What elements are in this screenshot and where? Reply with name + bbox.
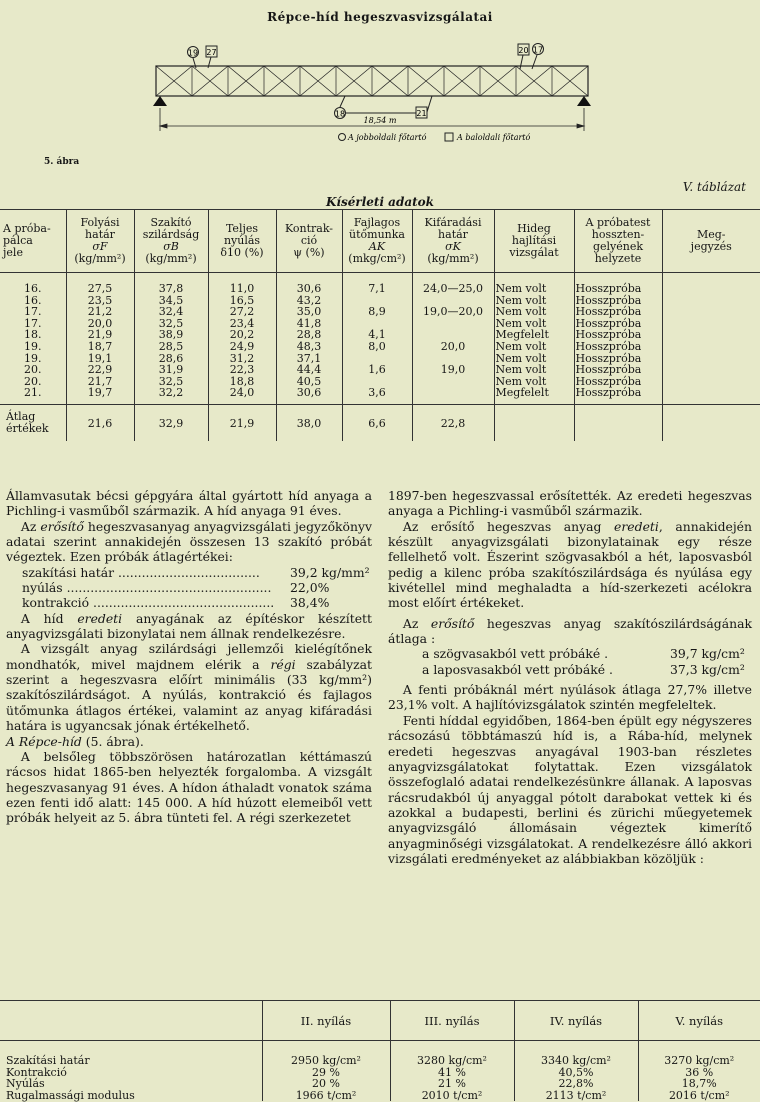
table-cell: 32,5 <box>134 318 208 330</box>
column-header: Kifáradási határ σK (kg/mm²) <box>412 210 494 273</box>
table-cell: 22,9 <box>66 364 134 376</box>
right-text-column <box>388 488 752 866</box>
average-cell: 32,9 <box>134 405 208 442</box>
table-cell: Hosszpróba <box>574 353 662 365</box>
table-cell <box>662 387 760 399</box>
table-cell: 41,8 <box>276 318 342 330</box>
table-cell <box>662 283 760 295</box>
table-cell: 24,9 <box>208 341 276 353</box>
table-cell: 21,9 <box>66 329 134 341</box>
average-values-list <box>6 565 372 611</box>
table-cell: 41 % <box>390 1067 514 1079</box>
table-cell: Hosszpróba <box>574 306 662 318</box>
paragraph: A fenti próbáknál mért nyúlások átlaga 27,7% illetve 23,1% volt. A hajlítóvizsgálatok szintén megfeleltek. <box>388 682 752 713</box>
mark-label: 19 <box>187 48 199 58</box>
table-cell: 17. <box>24 305 42 319</box>
table-cell: 16. <box>24 282 42 295</box>
table-cell: Nem volt <box>494 341 574 353</box>
table-cell <box>662 364 760 376</box>
table-cell: 19,7 <box>66 387 134 399</box>
table-cell: 19,1 <box>66 353 134 365</box>
table-cell: 31,9 <box>134 364 208 376</box>
table-cell <box>412 376 494 388</box>
table-cell <box>412 318 494 330</box>
table-cell: 19,0—20,0 <box>412 306 494 318</box>
average-label: Átlag értékek <box>0 405 66 442</box>
table-cell: Megfelelt <box>494 387 574 399</box>
column-header: II. nyílás <box>262 1001 390 1041</box>
table-cell: 2950 kg/cm² <box>262 1055 390 1067</box>
table-cell: Hosszpróba <box>574 376 662 388</box>
column-header: A próba- pálca jele <box>0 210 66 273</box>
figure-caption: 5. ábra <box>44 157 80 167</box>
table-cell: 36 % <box>638 1067 760 1079</box>
table-cell: Nem volt <box>494 283 574 295</box>
support-right <box>577 96 591 106</box>
table-cell: 20,2 <box>208 329 276 341</box>
value-line: a laposvasakból vett próbáké . 37,3 kg/cm² <box>422 661 745 677</box>
table-cell: 38,9 <box>134 329 208 341</box>
table-cell: Nem volt <box>494 318 574 330</box>
table-row <box>0 1078 760 1090</box>
value-line: szakítási határ .................................... 39,2 kg/mm² <box>22 564 370 580</box>
table-cell: 31,2 <box>208 353 276 365</box>
value-line: a szögvasakból vett próbáké . 39,7 kg/cm² <box>422 646 745 662</box>
column-header: Szakító szilárdság σB (kg/mm²) <box>134 210 208 273</box>
table-cell: Nem volt <box>494 295 574 307</box>
average-cell: 21,9 <box>208 405 276 442</box>
table-cell: 18. <box>24 328 42 342</box>
table-cell: 20,0 <box>66 318 134 330</box>
table-cell: 1966 t/cm² <box>262 1090 390 1102</box>
table-cell: 2113 t/cm² <box>514 1090 638 1102</box>
raba-bridge-results-table <box>0 1000 760 1101</box>
table-cell: Rugalmassági modulus <box>6 1088 135 1102</box>
legend-square-text: A baloldali főtartó <box>457 133 531 142</box>
table-cell: 16. <box>24 293 42 307</box>
table-cell: 35,0 <box>276 306 342 318</box>
table-cell: 28,8 <box>276 329 342 341</box>
table-cell: 44,4 <box>276 364 342 376</box>
column-header: A próbatest hosszten- gelyének helyzete <box>574 210 662 273</box>
table-cell: Hosszpróba <box>574 329 662 341</box>
paragraph: A vizsgált anyag szilárdsági jellemzői kielégítőnek mondhatók, mivel majdnem elérik a régi szabályzat szerint a hegeszvasra előírt minimális (33 kg/mm²) szakítószilárdságot. A nyúlás, kontrakció és fajlagos ütőmunka átlagos értékei, valamint az anyag kifáradási határa is ugyancsak jónak értékelhető. <box>6 641 372 734</box>
table-cell: 22,3 <box>208 364 276 376</box>
table-cell <box>662 329 760 341</box>
table-cell: 37,1 <box>276 353 342 365</box>
paragraph: A híd eredeti anyagának az építéskor készített anyagvizsgálati bizonylatai nem állnak rendelkezésre. <box>6 610 372 642</box>
value-line: nyúlás .................................................... 22,0% <box>22 580 330 596</box>
table-cell: 40,5% <box>514 1067 638 1079</box>
table-cell: 8,9 <box>342 306 412 318</box>
left-text-column <box>6 488 372 826</box>
table-cell: 3270 kg/cm² <box>638 1055 760 1067</box>
table-cell: 30,6 <box>276 283 342 295</box>
table-cell: Nem volt <box>494 306 574 318</box>
table-cell: Nyúlás <box>6 1077 45 1091</box>
average-cell <box>662 405 760 442</box>
mark-label: 17 <box>532 45 544 55</box>
table-cell: 32,4 <box>134 306 208 318</box>
table-cell <box>662 295 760 307</box>
table-cell: 2016 t/cm² <box>638 1090 760 1102</box>
column-header: Kontrak- ció ψ (%) <box>276 210 342 273</box>
table-cell: 8,0 <box>342 341 412 353</box>
table-cell: 32,2 <box>134 387 208 399</box>
average-cell: 21,6 <box>66 405 134 442</box>
table-cell: 21,2 <box>66 306 134 318</box>
table-cell: 20. <box>24 374 42 388</box>
table-cell: Hosszpróba <box>574 364 662 376</box>
average-cell: 22,8 <box>412 405 494 442</box>
bridge-truss-diagram <box>140 36 610 154</box>
paragraph: Államvasutak bécsi gépgyára által gyártott híd anyaga a Pichling-i vasműből származik. A híd anyaga 91 éves. <box>6 488 372 519</box>
table-cell: 24,0—25,0 <box>412 283 494 295</box>
legend-square-icon <box>445 133 453 141</box>
table-cell: 48,3 <box>276 341 342 353</box>
table-cell: 29 % <box>262 1067 390 1079</box>
column-header: IV. nyílás <box>514 1001 638 1041</box>
table-cell <box>412 387 494 399</box>
mark-label: 21 <box>416 109 427 118</box>
experimental-data-table <box>0 209 760 441</box>
table-cell: Hosszpróba <box>574 318 662 330</box>
table-cell: 1,6 <box>342 364 412 376</box>
legend-circle-text: A jobboldali főtartó <box>348 133 427 142</box>
table-cell: 18,7% <box>638 1078 760 1090</box>
table-cell: 20. <box>24 363 42 377</box>
support-left <box>153 96 167 106</box>
table-cell <box>662 353 760 365</box>
table-row <box>0 364 760 376</box>
table-cell: Hosszpróba <box>574 341 662 353</box>
table-cell: 4,1 <box>342 329 412 341</box>
paragraph: A belsőleg többszörösen határozatlan kéttámaszú rácsos hidat 1865-ben helyezték forgalomba. A vizsgált hegeszvasanyag 91 éves. A hídon áthaladt vonatok száma ezen fenti idő alatt: 145 000. A híd húzott elemeiből vett próbák helyeit az 5. ábra tünteti fel. A régi szerkezetet <box>6 748 372 826</box>
table-cell: 23,4 <box>208 318 276 330</box>
column-header: Hideg hajlítási vizsgálat <box>494 210 574 273</box>
table-cell: Kontrakció <box>6 1065 67 1079</box>
table-row <box>0 1067 760 1079</box>
table-cell: 21 % <box>390 1078 514 1090</box>
value-line: kontrakció .............................................. 38,4% <box>22 595 330 611</box>
strength-averages-list <box>388 646 752 677</box>
average-row <box>0 405 760 442</box>
table-row <box>0 387 760 399</box>
table-cell: Nem volt <box>494 364 574 376</box>
column-header: V. nyílás <box>638 1001 760 1041</box>
table-cell: 27,5 <box>66 283 134 295</box>
table-cell <box>662 376 760 388</box>
table-row <box>0 306 760 318</box>
column-header <box>0 1001 262 1041</box>
mark-label: 20 <box>518 46 529 55</box>
table-cell: 18,7 <box>66 341 134 353</box>
column-header: Meg- jegyzés <box>662 210 760 273</box>
table-cell: Megfelelt <box>494 329 574 341</box>
table-number: V. táblázat <box>682 180 746 194</box>
table-cell: 37,8 <box>134 283 208 295</box>
table-row <box>0 1055 760 1067</box>
table-cell: 30,6 <box>276 387 342 399</box>
table-cell: 27,2 <box>208 306 276 318</box>
table-cell: Hosszpróba <box>574 387 662 399</box>
paragraph: Az erősítő hegeszvas anyag szakítószilárdságának átlaga : <box>388 615 752 647</box>
column-header: III. nyílás <box>390 1001 514 1041</box>
table-cell: 23,5 <box>66 295 134 307</box>
average-cell <box>574 405 662 442</box>
figure-title: Répce-híd hegeszvasvizsgálatai <box>267 10 493 24</box>
table-cell: 43,2 <box>276 295 342 307</box>
table-cell: 24,0 <box>208 387 276 399</box>
column-header: Fajlagos ütőmunka AK (mkg/cm²) <box>342 210 412 273</box>
table-cell <box>662 318 760 330</box>
table-cell: 28,6 <box>134 353 208 365</box>
table-row <box>0 283 760 295</box>
table-cell: Hosszpróba <box>574 295 662 307</box>
table-cell <box>662 306 760 318</box>
table-cell: 16,5 <box>208 295 276 307</box>
column-header: Teljes nyúlás δ10 (%) <box>208 210 276 273</box>
mark-label: 27 <box>206 48 217 57</box>
table-cell <box>662 341 760 353</box>
mark-label: 18 <box>334 109 346 119</box>
table-cell: 2010 t/cm² <box>390 1090 514 1102</box>
table-cell: 40,5 <box>276 376 342 388</box>
table-cell: 32,5 <box>134 376 208 388</box>
table-title: Kísérleti adatok <box>326 195 434 209</box>
table-cell: Nem volt <box>494 353 574 365</box>
paragraph: Fenti híddal egyidőben, 1864-ben épült egy négyszeres rácsozású többtámaszú híd is, a Rába-híd, melynek eredeti hegeszvas anyagával 1903-ban részletes anyagvizsgálatokat folytattak. Ezen vizsgálatok összefoglaló adatai rendelkezésünkre állanak. A laposvas rácsrudakból új anyaggal pótolt darabokat vettek ki és azokkal a budapesti, berlini és zürichi műegyetemek anyagvizsgáló állomásain végeztek kimerítő anyagminőségi vizsgálatokat. A rendelkezésre álló akkori vizsgálati eredményeket az alábbiakban közöljük : <box>388 712 752 866</box>
table-cell: Hosszpróba <box>574 283 662 295</box>
paragraph: 1897-ben hegeszvassal erősítették. Az eredeti hegeszvas anyaga a Pichling-i vasműből származik. <box>388 488 752 519</box>
table-cell: Szakítási határ <box>6 1054 90 1067</box>
table-cell: 11,0 <box>208 283 276 295</box>
table-cell: 21,7 <box>66 376 134 388</box>
table-cell: 19. <box>24 339 42 353</box>
table-cell: 3,6 <box>342 387 412 399</box>
table-cell: 20,0 <box>412 341 494 353</box>
table-cell: 3340 kg/cm² <box>514 1055 638 1067</box>
table-cell: 34,5 <box>134 295 208 307</box>
table-cell: 19,0 <box>412 364 494 376</box>
table-row <box>0 341 760 353</box>
table-cell: 19. <box>24 351 42 365</box>
table-row <box>0 1090 760 1102</box>
legend-circle-icon <box>339 134 346 141</box>
average-cell: 38,0 <box>276 405 342 442</box>
table-cell: 22,8% <box>514 1078 638 1090</box>
paragraph: Az erősítő hegeszvasanyag anyagvizsgálati jegyzőkönyv adatai szerint annakidején összesen 13 szakító próbát végeztek. Ezen próbák átlagértékei: <box>6 518 372 565</box>
table-cell: 3280 kg/cm² <box>390 1055 514 1067</box>
table-cell: 7,1 <box>342 283 412 295</box>
paragraph: Az erősítő hegeszvas anyag eredeti, annakidején készült anyagvizsgálati bizonylatainak egy része fellelhető volt. Észerint szögvasakból a hét, laposvasból pedig a kilenc próba szakítószilárdsága és nyúlása egy kivétellel mind meghaladta a híd-szerkezeti acélokra most előírt értékeket. <box>388 518 752 611</box>
table-cell: 18,8 <box>208 376 276 388</box>
table-cell: 20 % <box>262 1078 390 1090</box>
span-label: 18,54 m <box>363 116 397 125</box>
average-cell: 6,6 <box>342 405 412 442</box>
section-heading: A Répce-híd (5. ábra). <box>6 733 144 749</box>
table-cell: 17. <box>24 316 42 330</box>
table-cell: Nem volt <box>494 376 574 388</box>
table-cell: 28,5 <box>134 341 208 353</box>
average-cell <box>494 405 574 442</box>
column-header: Folyási határ σF (kg/mm²) <box>66 210 134 273</box>
table-cell: 21. <box>24 386 42 400</box>
